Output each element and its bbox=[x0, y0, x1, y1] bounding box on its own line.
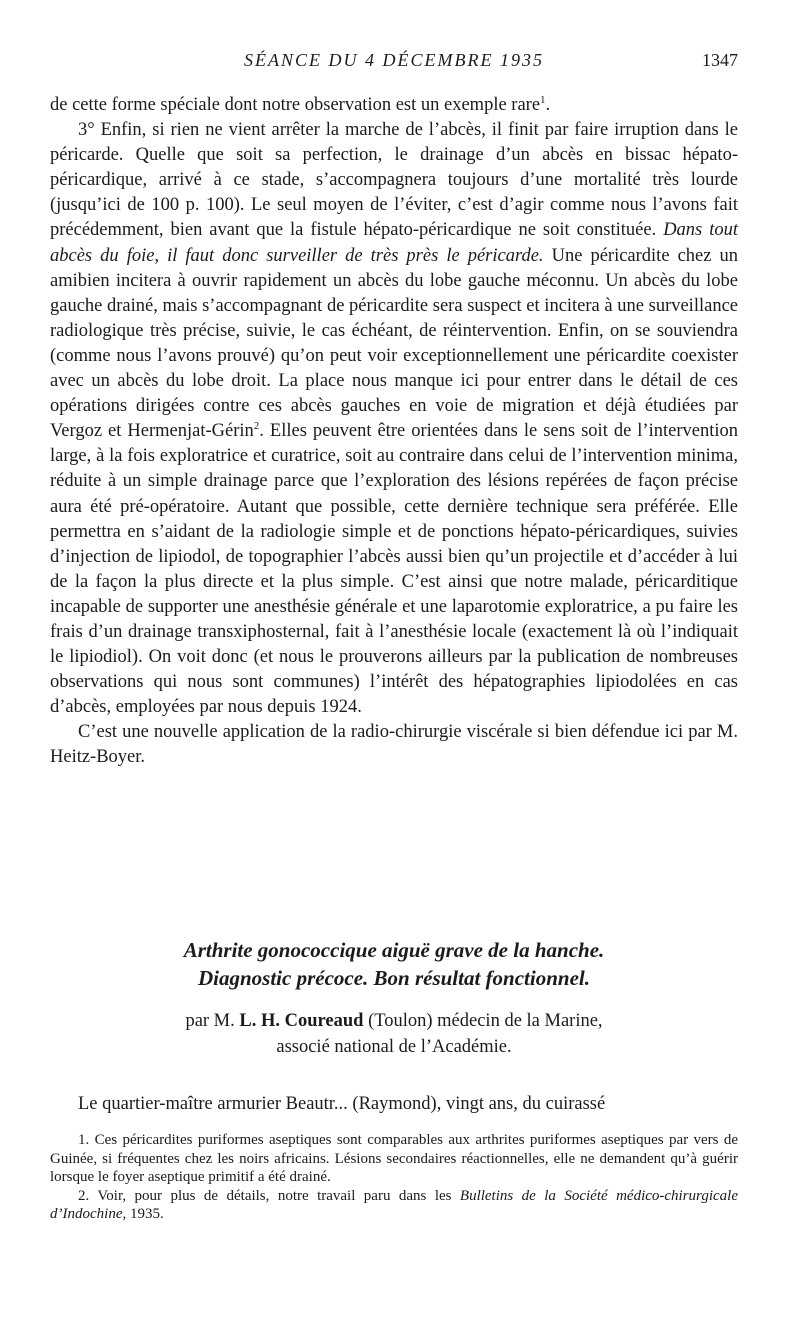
article-title-line-2: Diagnostic précoce. Bon résultat fonctionnel. bbox=[197, 966, 590, 990]
emphasis-text: Dans tout abcès du foie, il faut donc surveiller de très près le péricarde. bbox=[50, 220, 738, 266]
byline-line-2: associé national de l’Académie. bbox=[276, 1037, 512, 1057]
author-name: L. H. Coureaud bbox=[239, 1011, 364, 1031]
paragraph-continuation bbox=[50, 93, 738, 118]
byline-line-1 bbox=[50, 1008, 738, 1034]
paragraph-text: de cette forme spéciale dont notre observation est un exemple rare bbox=[50, 95, 541, 115]
footnotes bbox=[50, 1131, 738, 1224]
article-lead-text: Le quartier-maître armurier Beautr... (Raymond), vingt ans, du cuirassé bbox=[78, 1094, 606, 1114]
footnote-text: , 1935. bbox=[122, 1206, 164, 1222]
byline bbox=[50, 1008, 738, 1060]
article-title-line-1: Arthrite gonococcique aiguë grave de la hanche. bbox=[183, 938, 605, 962]
paragraph-text: Une péricardite chez un amibien incitera à ouvrir rapidement un abcès du lobe gauche méconnu. Un abcès du lobe gauche drainé, mais s’accompagnant de péricardite sera suspect et incitera à une surveillance radiologique très précise, suivie, le cas échéant, de réintervention. Enfin, on se souviendra (comme nous l’avons prouvé) qu’on peut voir exceptionnellement une péricardite coexister avec un abcès du lobe droit. La place nous manque ici pour entrer dans le détail de ces opérations dirigées contre ces abcès gauches en voie de migration et déjà étudiées par Vergoz et Hermenjat-Gérin bbox=[50, 245, 738, 442]
body-text bbox=[50, 93, 738, 771]
page-number: 1347 bbox=[702, 50, 738, 70]
journal-title: Bulletins de la Société médico-chirurgicale d’Indochine bbox=[50, 1187, 738, 1222]
byline-prefix: par M. bbox=[185, 1011, 240, 1031]
paragraph-text: . Elles peuvent être orientées dans le sens soit de l’intervention large, à la fois exploratrice et curatrice, soit au contraire dans celui de l’intervention minima, réduite à un simple drainage parce que l’exploration des lésions repérées de façon précise aura été pré-opératoire. Autant que possible, cette dernière technique sera préférée. Elle permettra en s’aidant de la radiologie simple et de ponctions hépato-péricardiques, suivies d’injection de lipiodol, de topographier l’abcès aussi bien qu’un projectile et d’accéder à lui de la façon la plus directe et la plus simple. C’est ainsi que notre malade, péricarditique incapable de supporter une anesthésie générale et une laparotomie exploratrice, a pu faire les frais d’un drainage transxiphosternal, fait à l’anesthésie locale (exactement là où l’indiquait le lipiodiol). On voit donc (et nous le prouverons ailleurs par la publication de nombreuses observations qui nous sont communes) l’intérêt des hépatographies lipiodolées en cas d’abcès, employées par nous depuis 1924. bbox=[50, 421, 738, 718]
paragraph-text: 3° Enfin, si rien ne vient arrêter la marche de l’abcès, il finit par faire irruption dans le péricarde. Quelle que soit sa perfection, le drainage d’un abcès en bissac hépato-péricardique, arrivé à ce stade, s’accompagnera toujours d’une mortalité très lourde (jusqu’ici de 100 p. 100). Le seul moyen de l’éviter, c’est d’agir comme nous l’avons fait précédemment, bien avant que la fistule hépato-péricardique ne soit constituée. bbox=[50, 120, 738, 241]
paragraph-radio-surgery: C’est une nouvelle application de la radio-chirurgie viscérale si bien défendue ici par M. Heitz-Boyer. bbox=[50, 722, 738, 768]
running-title: SÉANCE DU 4 DÉCEMBRE 1935 bbox=[244, 50, 544, 70]
footnote-text: 2. Voir, pour plus de détails, notre travail paru dans les bbox=[78, 1187, 460, 1204]
byline-affiliation: (Toulon) médecin de la Marine, bbox=[363, 1011, 603, 1031]
footnote-ref-2: 2 bbox=[253, 420, 260, 433]
running-head bbox=[50, 50, 738, 76]
footnote-ref-1: 1 bbox=[540, 93, 546, 106]
footnote-2 bbox=[50, 1187, 738, 1224]
paragraph-text: . bbox=[545, 95, 551, 115]
footnote-1: 1. Ces péricardites puriformes aseptiques sont comparables aux arthrites puriformes aseptiques par vers de Guinée, si fréquentes chez les noirs africains. Lésions secondaires réactionnelles, elle ne demandent qu’à guérir lorsque le foyer aseptique primitif a été drainé. bbox=[50, 1132, 738, 1185]
article-title bbox=[50, 936, 738, 992]
paragraph-abscess-irruption bbox=[50, 118, 738, 720]
